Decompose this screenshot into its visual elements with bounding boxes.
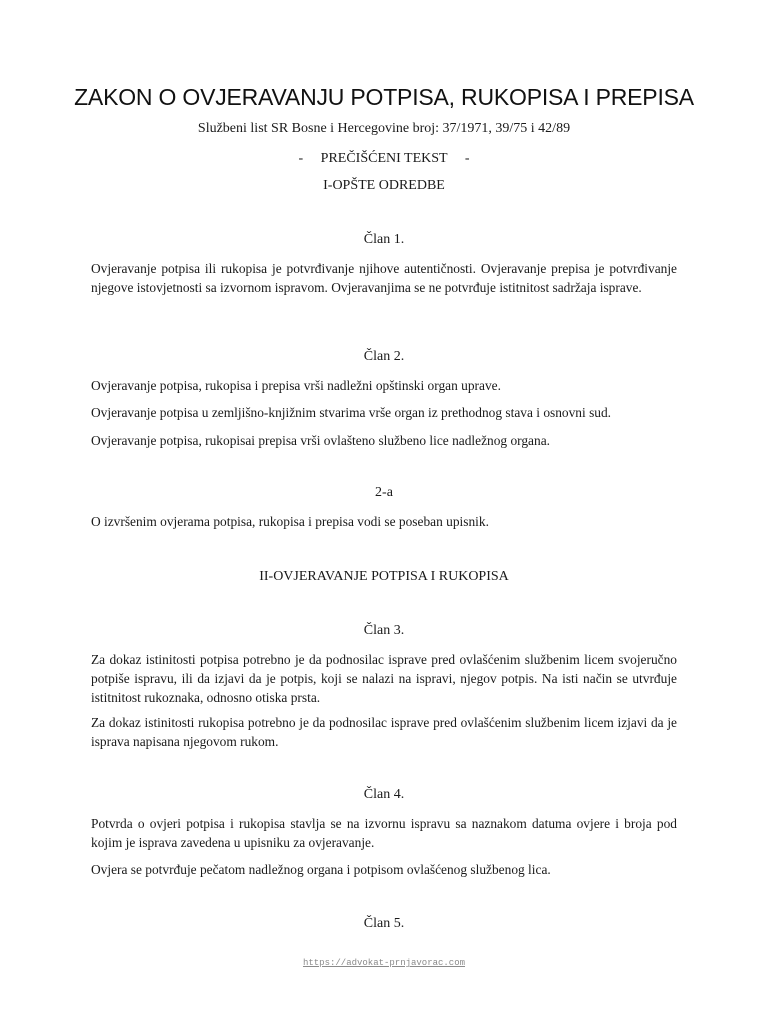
footer-website-link[interactable]: https://advokat-prnjavorac.com (302, 958, 466, 968)
article-heading-2: Član 2. (363, 349, 405, 364)
article-3-paragraph-2: Za dokaz istinitosti rukopisa potrebno je da podnosilac isprave pred ovlašćenim službenim licem izjavi da je isprava napisana njegovom rukom. (91, 715, 677, 749)
article-2-paragraph-3: Ovjeravanje potpisa, rukopisai prepisa vrši ovlašteno službeno lice nadležnog organa. (91, 433, 550, 448)
article-heading-1: Član 1. (363, 232, 405, 247)
article-heading-2a: 2-a (375, 485, 393, 500)
article-2a-paragraph-1: O izvršenim ovjerama potpisa, rukopisa i prepisa vodi se poseban upisnik. (91, 514, 489, 529)
article-4-paragraph-2: Ovjera se potvrđuje pečatom nadležnog organa i potpisom ovlašćenog službenog lica. (91, 862, 551, 877)
article-3-paragraph-1: Za dokaz istinitosti potpisa potrebno je da podnosilac isprave pred ovlašćenim službenim licem svojeručno potpiše ispravu, ili da izjavi da je potpis, koji se nalazi na ispravi, njegov potpis. Na isti način se utvrđuje istitnitost rukoznaka, odnosno otiska prsta. (91, 652, 677, 705)
gazette-reference: Službeni list SR Bosne i Hercegovine broj: 37/1971, 39/75 i 42/89 (197, 121, 571, 136)
article-heading-4: Član 4. (363, 787, 405, 802)
document-title: ZAKON O OVJERAVANJU POTPISA, RUKOPISA I PREPISA (74, 84, 694, 110)
article-1-paragraph-1: Ovjeravanje potpisa ili rukopisa je potvrđivanje njihove autentičnosti. Ovjeravanje prepisa je potvrđivanje njegove istovjetnosti sa izvornom ispravom. Ovjeravanjima se ne potvrđuje istitnitost sadržaja isprave. (91, 261, 677, 295)
article-heading-5: Član 5. (363, 916, 405, 931)
section-heading-general-provisions: I-OPŠTE ODREDBE (323, 178, 445, 193)
consolidated-text-label: - PREČIŠĆENI TEKST - (298, 151, 470, 166)
article-2-paragraph-1: Ovjeravanje potpisa, rukopisa i prepisa vrši nadležni opštinski organ uprave. (91, 378, 501, 393)
article-heading-3: Član 3. (363, 623, 405, 638)
article-4-paragraph-1: Potvrda o ovjeri potpisa i rukopisa stavlja se na izvornu ispravu sa naznakom datuma ovjere i broja pod kojim je isprava zavedena u upisniku za ovjeravanje. (91, 816, 677, 850)
section-heading-signature-verification: II-OVJERAVANJE POTPISA I RUKOPISA (259, 569, 509, 584)
article-2-paragraph-2: Ovjeravanje potpisa u zemljišno-knjižnim stvarima vrše organ iz prethodnog stava i osnovni sud. (91, 405, 612, 420)
